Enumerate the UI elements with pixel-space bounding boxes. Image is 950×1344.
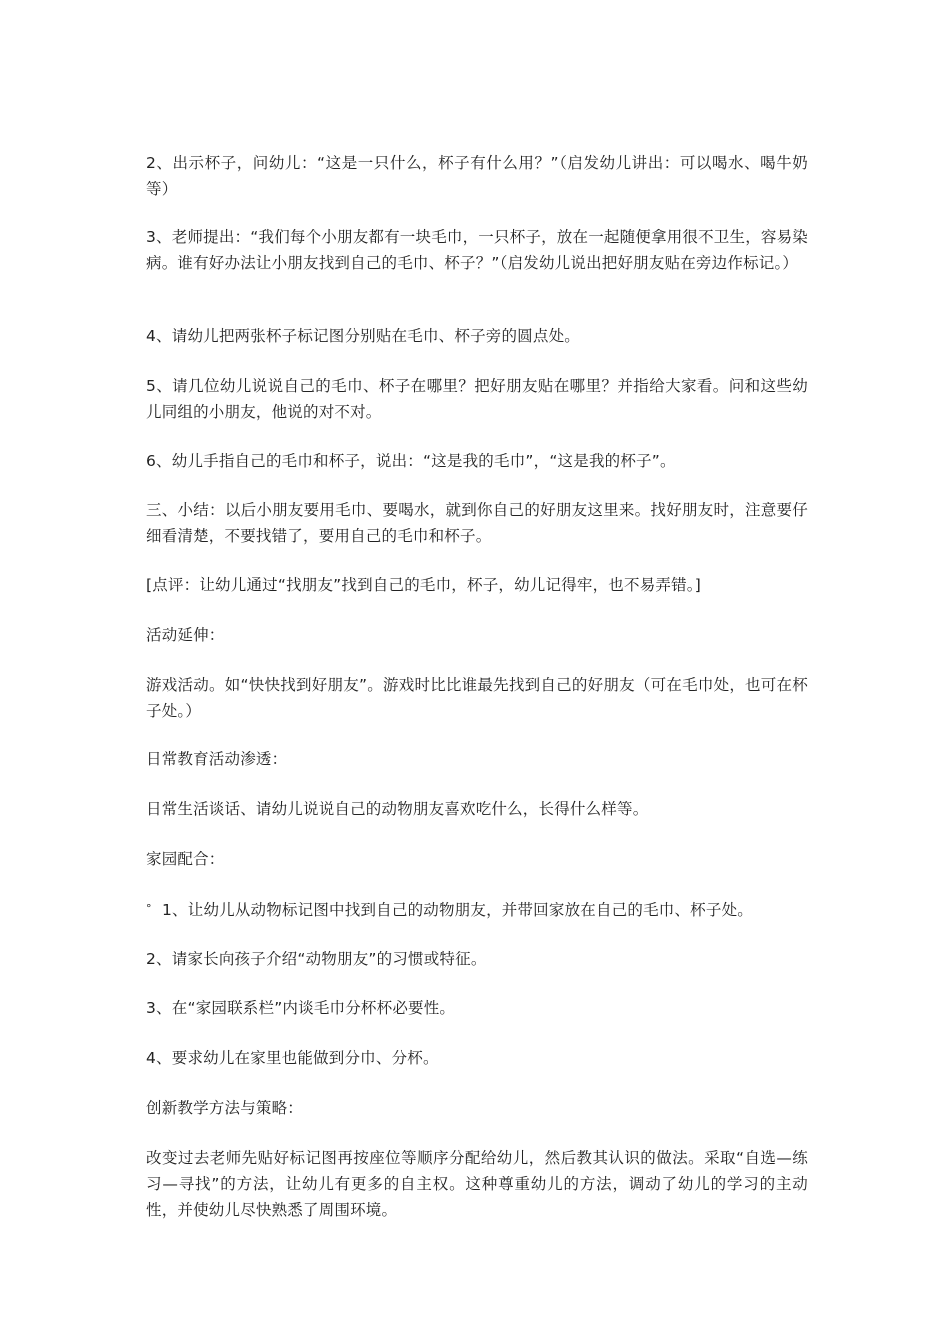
paragraph-innovative-methods: 改变过去老师先贴好标记图再按座位等顺序分配给幼儿，然后教其认识的做法。采取“自选—练习—寻找”的方法，让幼儿有更多的自主权。这种尊重幼儿的方法，调动了幼儿的学习的主动性，并使幼儿尽快熟悉了周围环境。 bbox=[146, 1149, 808, 1219]
paragraph-game-activity: 游戏活动。如“快快找到好朋友”。游戏时比比谁最先找到自己的好朋友（可在毛巾处，也可在杯子处。） bbox=[146, 676, 808, 720]
paragraph-summary: 三、小结：以后小朋友要用毛巾、要喝水，就到你自己的好朋友这里来。找好朋友时，注意要仔细看清楚，不要找错了，要用自己的毛巾和杯子。 bbox=[146, 501, 808, 545]
paragraph-step-4: 4、请幼儿把两张杯子标记图分别贴在毛巾、杯子旁的圆点处。 bbox=[146, 327, 580, 345]
paragraph-comment: [点评：让幼儿通过“找朋友”找到自己的毛巾，杯子，幼儿记得牢，也不易弄错。] bbox=[146, 576, 702, 594]
paragraph-step-6: 6、幼儿手指自己的毛巾和杯子，说出：“这是我的毛巾”，“这是我的杯子”。 bbox=[146, 452, 676, 470]
list-item-home-2: 2、请家长向孩子介绍“动物朋友”的习惯或特征。 bbox=[146, 950, 487, 968]
list-item-home-4: 4、要求幼儿在家里也能做到分巾、分杯。 bbox=[146, 1049, 439, 1067]
heading-innovative-methods: 创新教学方法与策略： bbox=[146, 1099, 304, 1117]
paragraph-daily-talk: 日常生活谈话、请幼儿说说自己的动物朋友喜欢吃什么，长得什么样等。 bbox=[146, 800, 649, 818]
list-item-home-3: 3、在“家园联系栏”内谈毛巾分杯杯必要性。 bbox=[146, 999, 456, 1017]
paragraph-step-3: 3、老师提出：“我们每个小朋友都有一块毛巾，一只杯子，放在一起随便拿用很不卫生，容易染病。谁有好办法让小朋友找到自己的毛巾、杯子？”（启发幼儿说出把好朋友贴在旁边作标记。） bbox=[146, 228, 808, 272]
bullet-icon: ° bbox=[146, 902, 152, 915]
paragraph-step-2: 2、出示杯子，问幼儿：“这是一只什么，杯子有什么用？”（启发幼儿讲出：可以喝水、喝牛奶等） bbox=[146, 154, 808, 198]
heading-home-cooperation: 家园配合： bbox=[146, 850, 225, 868]
paragraph-step-5: 5、请几位幼儿说说自己的毛巾、杯子在哪里？把好朋友贴在哪里？并指给大家看。问和这些幼儿同组的小朋友，他说的对不对。 bbox=[146, 377, 808, 421]
list-item-home-1 bbox=[146, 896, 808, 923]
list-item-text: 1、让幼儿从动物标记图中找到自己的动物朋友，并带回家放在自己的毛巾、杯子处。 bbox=[162, 901, 753, 919]
heading-daily-education: 日常教育活动渗透： bbox=[146, 750, 288, 768]
heading-activity-extension: 活动延伸： bbox=[146, 626, 225, 644]
